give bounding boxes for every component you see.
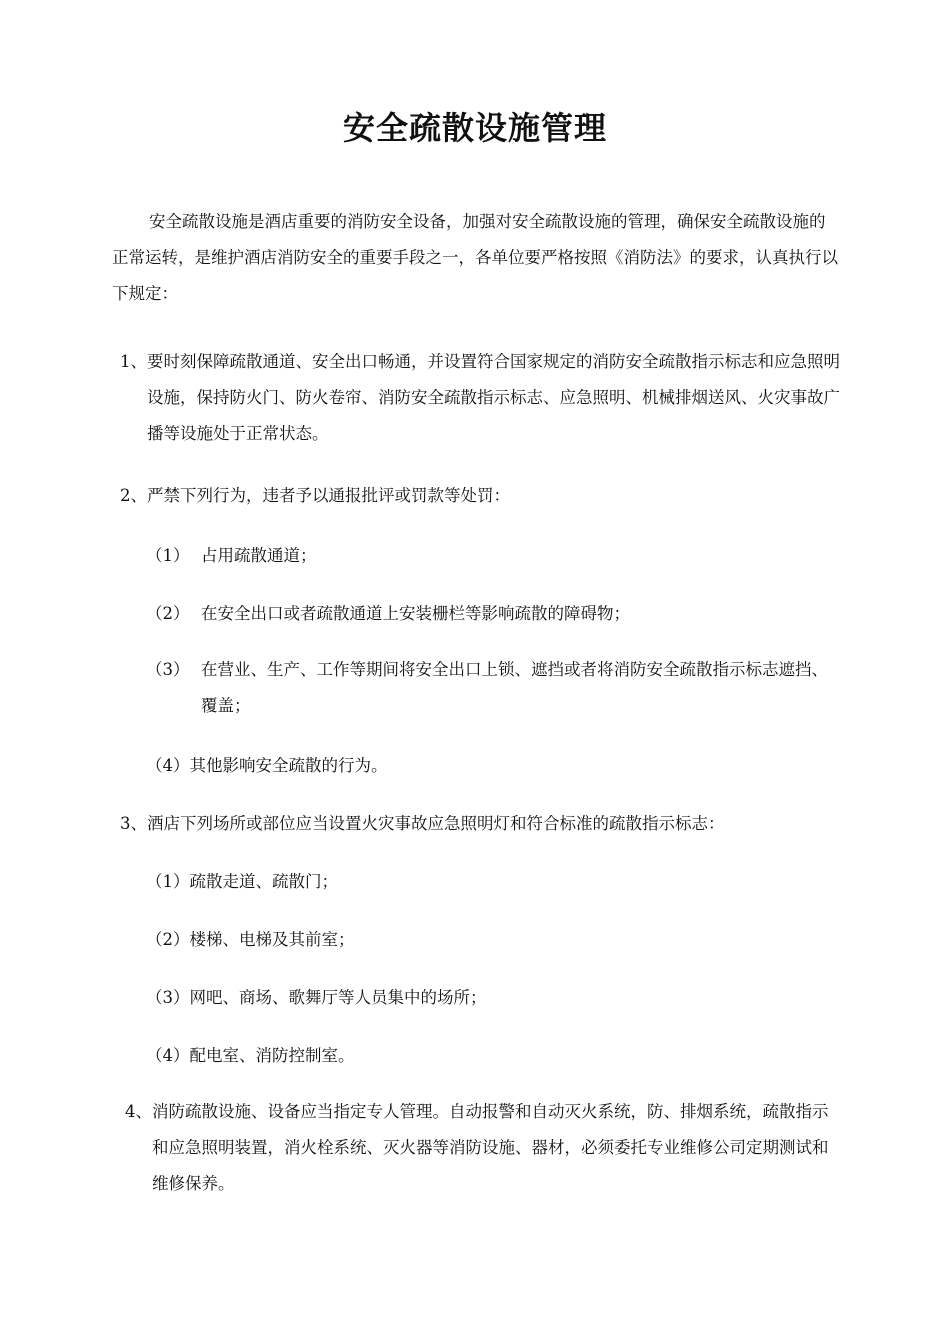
rule-item-1	[120, 344, 840, 452]
rule-number: 4、	[125, 1102, 152, 1121]
subitem-number: （1）	[146, 872, 190, 891]
subitem-text: 在营业、生产、工作等期间将安全出口上锁、遮挡或者将消防安全疏散指示标志遮挡、覆盖；	[201, 660, 828, 715]
subitem-text: 楼梯、电梯及其前室；	[189, 930, 355, 949]
subitem-text: 配电室、消防控制室。	[189, 1046, 355, 1065]
rule-text: 消防疏散设施、设备应当指定专人管理。自动报警和自动灭火系统，防、排烟系统，疏散指示和应急照明装置，消火栓系统、灭火器等消防设施、器材，必须委托专业维修公司定期测试和维修保养。	[152, 1102, 829, 1193]
subitem-text: 网吧、商场、歌舞厅等人员集中的场所；	[189, 988, 487, 1007]
subitem-number: （4）	[146, 756, 190, 775]
subitem-text: 占用疏散通道；	[201, 546, 317, 565]
subitem-number: （2）	[146, 604, 190, 623]
rule-item-2	[120, 478, 840, 514]
subitem-text: 疏散走道、疏散门；	[189, 872, 338, 891]
rule-number: 2、	[120, 486, 147, 505]
document-title: 安全疏散设施管理	[342, 109, 607, 147]
rule-2-subitem-3	[146, 652, 840, 724]
rule-2-subitem-4	[146, 748, 840, 784]
rule-2-subitem-2	[146, 596, 840, 632]
subitem-number: （2）	[146, 930, 190, 949]
subitem-number: （3）	[146, 988, 190, 1007]
subitem-number: （3）	[146, 660, 190, 679]
rule-text: 严禁下列行为，违者予以通报批评或罚款等处罚：	[147, 486, 510, 505]
intro-paragraph: 安全疏散设施是酒店重要的消防安全设备，加强对安全疏散设施的管理，确保安全疏散设施的正常运转，是维护酒店消防安全的重要手段之一，各单位要严格按照《消防法》的要求，认真执行以下规定：	[112, 212, 838, 303]
rule-text: 酒店下列场所或部位应当设置火灾事故应急照明灯和符合标准的疏散指示标志：	[147, 814, 725, 833]
rule-2-subitem-1	[146, 538, 840, 574]
rule-number: 3、	[120, 814, 147, 833]
subitem-text: 在安全出口或者疏散通道上安装栅栏等影响疏散的障碍物；	[201, 604, 630, 623]
rule-3-subitem-1	[146, 864, 840, 900]
subitem-number: （1）	[146, 546, 190, 565]
rule-item-3	[120, 806, 840, 842]
subitem-number: （4）	[146, 1046, 190, 1065]
rule-3-subitem-4	[146, 1038, 840, 1074]
rule-3-subitem-2	[146, 922, 840, 958]
rule-number: 1、	[120, 352, 147, 371]
subitem-text: 其他影响安全疏散的行为。	[189, 756, 388, 775]
rule-text: 要时刻保障疏散通道、安全出口畅通，并设置符合国家规定的消防安全疏散指示标志和应急照明设施，保持防火门、防火卷帘、消防安全疏散指示标志、应急照明、机械排烟送风、火灾事故广播等设施处于正常状态。	[147, 352, 840, 443]
rule-item-4	[125, 1094, 840, 1202]
rule-3-subitem-3	[146, 980, 840, 1016]
